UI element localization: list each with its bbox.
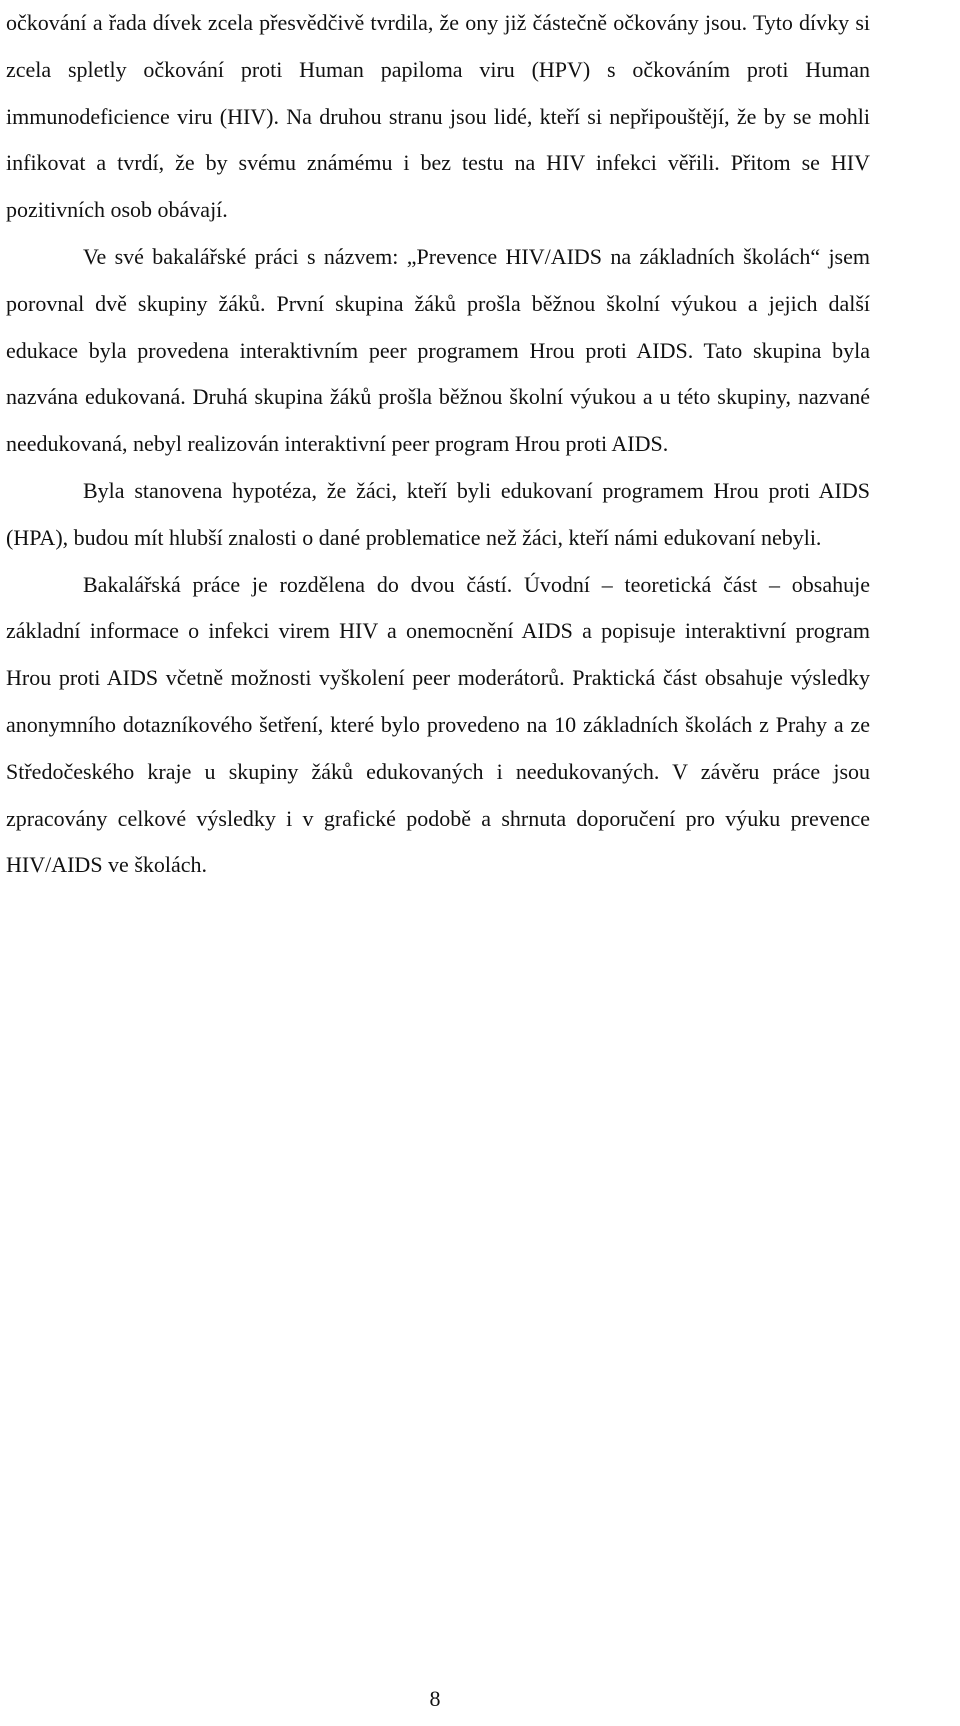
paragraph-structure: Bakalářská práce je rozdělena do dvou částí. Úvodní – teoretická část – obsahuje základní informace o infekci virem HIV a onemocnění AIDS a popisuje interaktivní program Hrou proti AIDS včetně možnosti vyškolení peer moderátorů. Praktická část obsahuje výsledky anonymního dotazníkového šetření, které bylo provedeno na 10 základních školách z Prahy a ze Středočeského kraje u skupiny žáků edukovaných i needukovaných. V závěru práce jsou zpracovány celkové výsledky i v grafické podobě a shrnuta doporučení pro výuku prevence HIV/AIDS ve školách. <box>6 571 870 878</box>
paragraph-hypothesis: Byla stanovena hypotéza, že žáci, kteří byli edukovaní programem Hrou proti AIDS (HPA), budou mít hlubší znalosti o dané problematice než žáci, kteří námi edukovaní nebyli. <box>6 477 870 550</box>
paragraph-thesis-intro: Ve své bakalářské práci s názvem: „Prevence HIV/AIDS na základních školách“ jsem porovnal dvě skupiny žáků. První skupina žáků prošla běžnou školní výukou a jejich další edukace byla provedena interaktivním peer programem Hrou proti AIDS. Tato skupina byla nazvána edukovaná. Druhá skupina žáků prošla běžnou školní výukou a u této skupiny, nazvané needukovaná, nebyl realizován interaktivní peer program Hrou proti AIDS. <box>6 243 870 457</box>
page-number: 8 <box>429 1686 441 1711</box>
paragraph-continued: očkování a řada dívek zcela přesvědčivě tvrdila, že ony již částečně očkovány jsou. Tyto dívky si zcela spletly očkování proti Human papiloma viru (HPV) s očkováním proti Human immunodeficience viru (HIV). Na druhou stranu jsou lidé, kteří si nepřipouštějí, že by se mohli infikovat a tvrdí, že by svému známému i bez testu na HIV infekci věřili. Přitom se HIV pozitivních osob obávají. <box>6 10 870 223</box>
body-text <box>6 0 870 889</box>
